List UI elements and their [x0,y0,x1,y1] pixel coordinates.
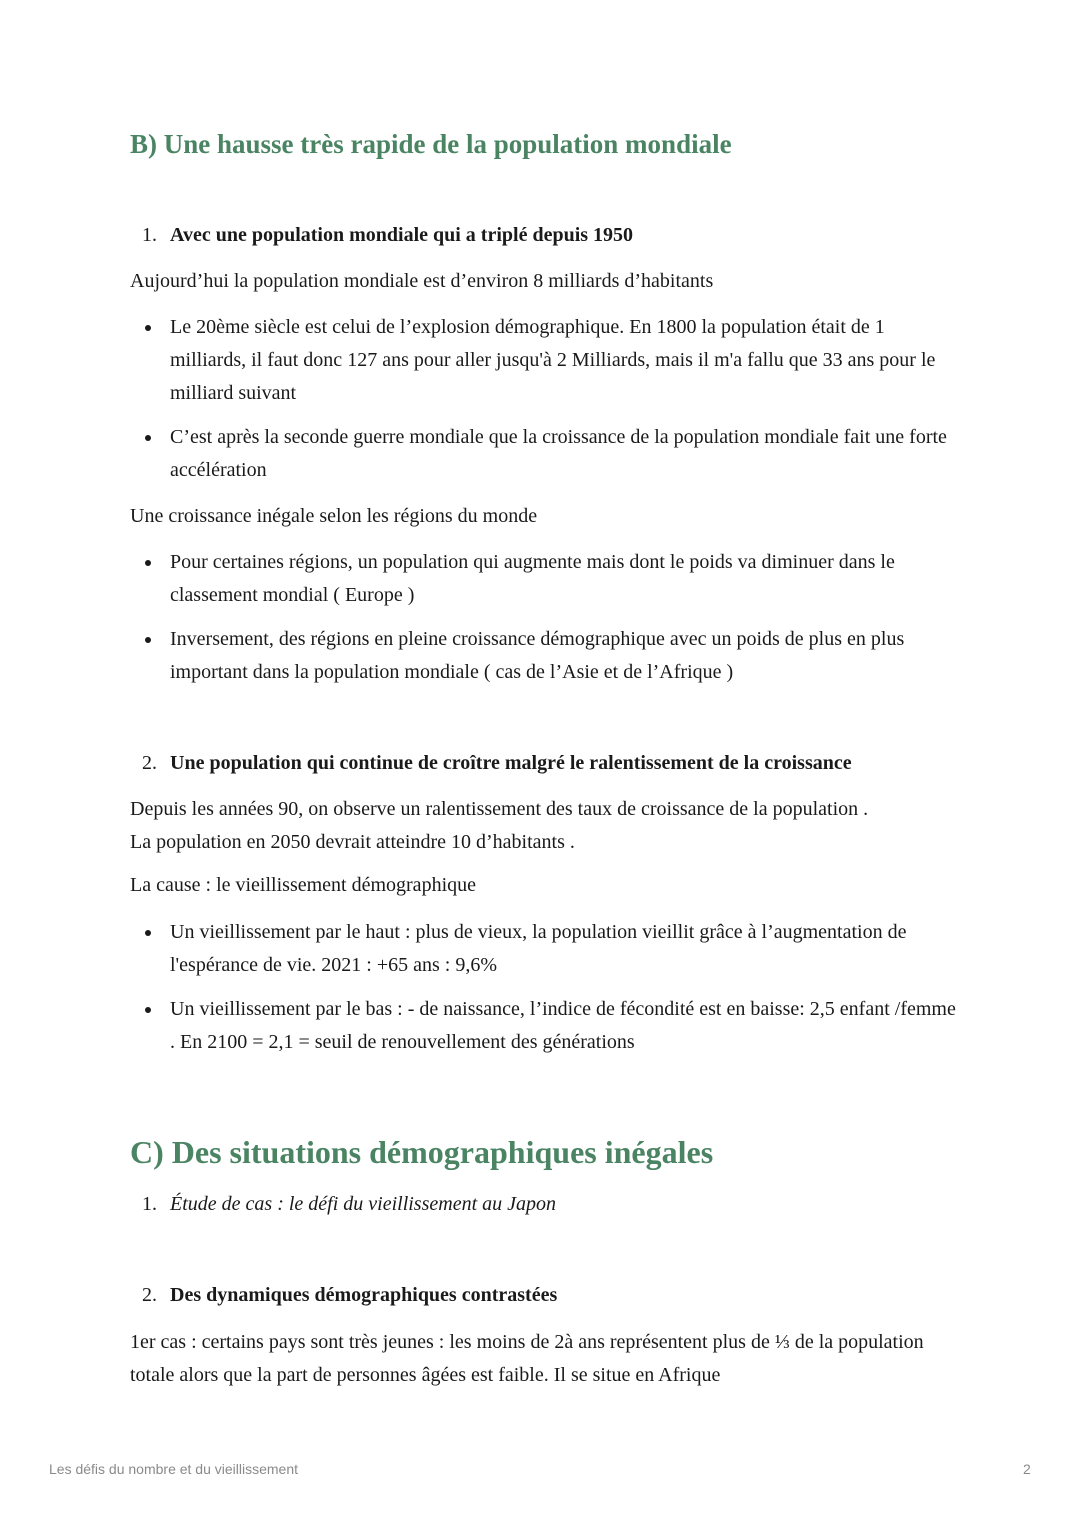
item-title: Une population qui continue de croître malgré le ralentissement de la croissance [170,752,852,774]
paragraph-ralentissement-line2: La population en 2050 devrait atteindre 10 d’habitants . [130,831,575,853]
section-c-item-2-heading [142,1284,557,1307]
footer-document-title: Les défis du nombre et du vieillissement [49,1461,299,1477]
item-title: Des dynamiques démographiques contrastées [170,1284,558,1306]
item-title: Étude de cas : le défi du vieillissement au Japon [170,1193,557,1215]
bullet-europe: Pour certaines régions, un population qui augmente mais dont le poids va diminuer dans le classement mondial ( Europe ) [170,546,960,612]
section-c-item-1-heading [142,1193,556,1216]
bullet-vieillissement-haut: Un vieillissement par le haut : plus de vieux, la population vieillit grâce à l’augmentation de l'espérance de vie. 2021 : +65 ans : 9,6% [170,916,960,982]
paragraph-population-today: Aujourd’hui la population mondiale est d’environ 8 milliards d’habitants [130,270,714,292]
section-b-heading: B) Une hausse très rapide de la population mondiale [130,129,732,159]
item-number: 1. [142,1193,157,1215]
bullet-explosion-demographique: Le 20ème siècle est celui de l’explosion démographique. En 1800 la population était de 1 milliards, il faut donc 127 ans pour aller jusqu'à 2 Milliards, mais il m'a fallu que 33 ans pour le milliard suivant [170,311,960,410]
section-b-item-2-heading [142,752,852,775]
section-c-heading: C) Des situations démographiques inégales [130,1134,714,1170]
section-b-item-1-heading [142,224,633,247]
paragraph-pays-jeunes: 1er cas : certains pays sont très jeunes : les moins de 2à ans représentent plus de ⅓ de la population totale alors que la part de personnes âgées est faible. Il se situe en Afrique [130,1331,924,1386]
footer-page-number: 2 [1023,1461,1031,1477]
paragraph-croissance-inegale: Une croissance inégale selon les régions du monde [130,505,538,527]
paragraph-cause: La cause : le vieillissement démographique [130,874,476,896]
bullet-asie-afrique: Inversement, des régions en pleine croissance démographique avec un poids de plus en plus important dans la population mondiale ( cas de l’Asie et de l’Afrique ) [170,623,960,689]
item-number: 1. [142,224,157,246]
item-number: 2. [142,752,157,774]
paragraph-ralentissement-line1: Depuis les années 90, on observe un ralentissement des taux de croissance de la population . [130,798,869,820]
bullet-apres-guerre: C’est après la seconde guerre mondiale que la croissance de la population mondiale fait une forte accélération [170,421,960,487]
item-title: Avec une population mondiale qui a triplé depuis 1950 [170,224,634,246]
bullet-vieillissement-bas: Un vieillissement par le bas : - de naissance, l’indice de fécondité est en baisse: 2,5 enfant /femme . En 2100 = 2,1 = seuil de renouvellement des générations [170,993,960,1059]
item-number: 2. [142,1284,157,1306]
